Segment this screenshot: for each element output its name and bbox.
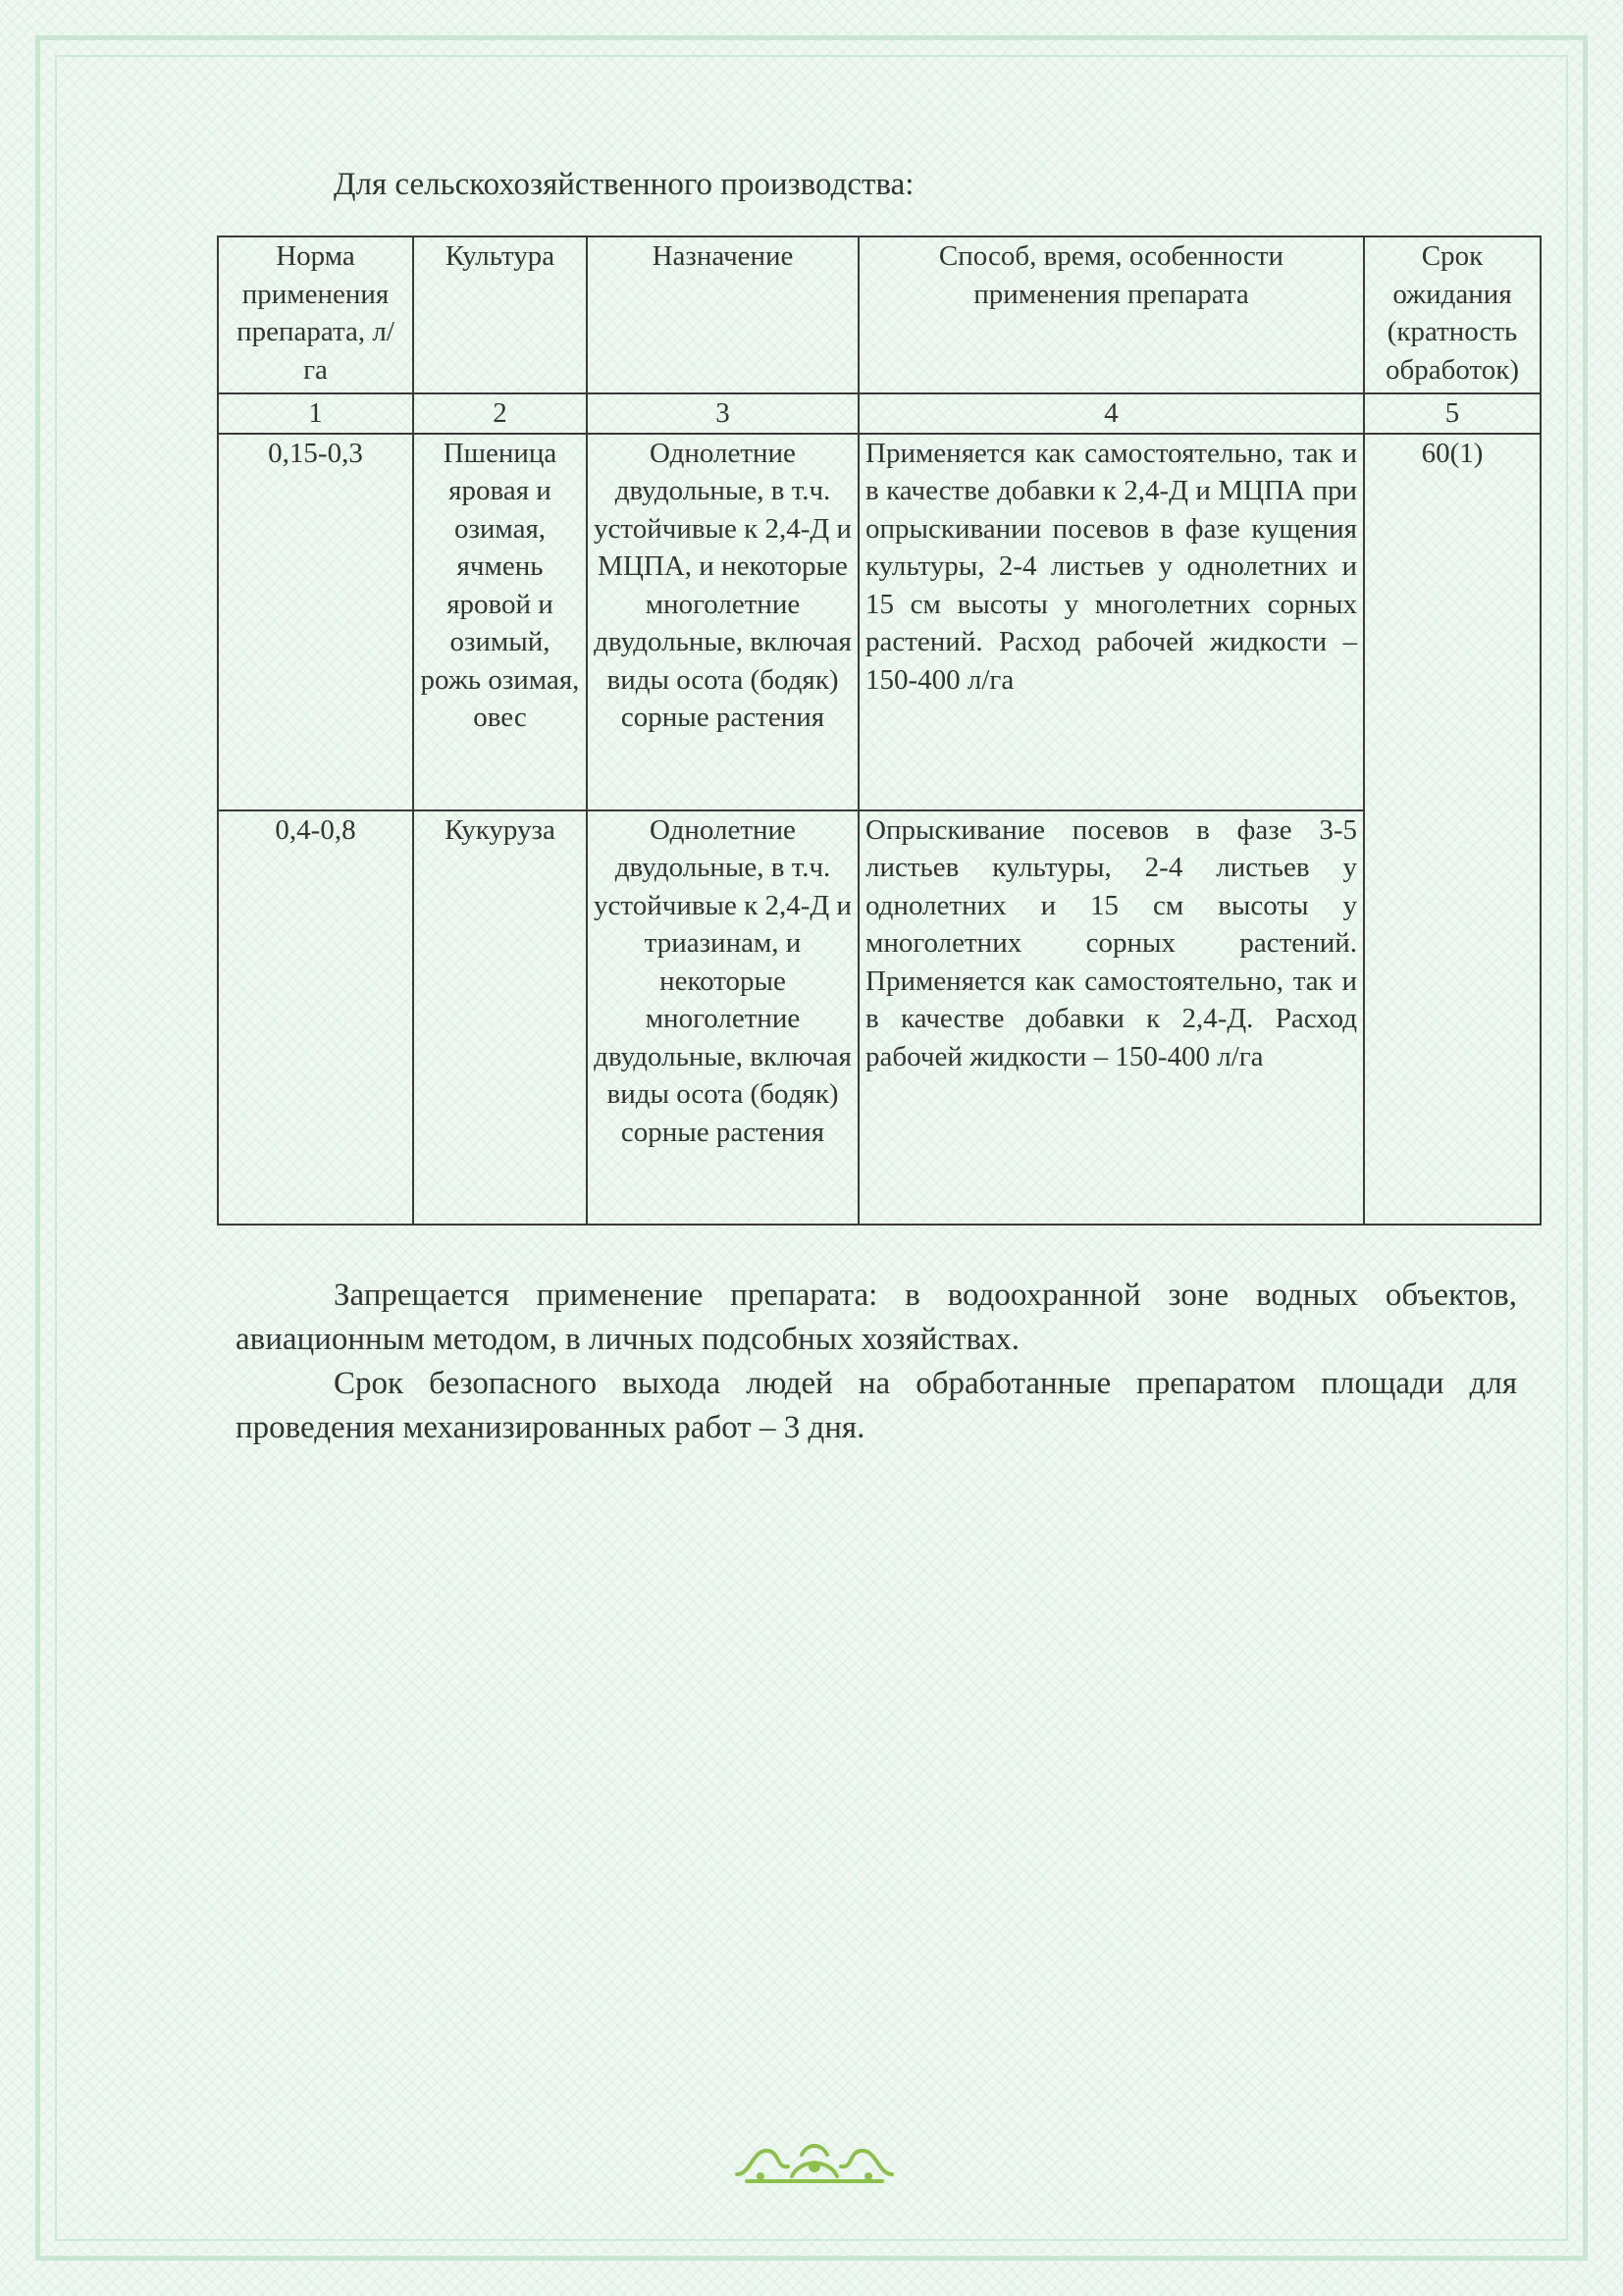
table-row	[218, 810, 1541, 1225]
purpose-cell: Однолетние двудольные, в т.ч. устойчивые к 2,4-Д и МЦПА, и некоторые многолетние двудольные, включая виды осота (бодяк) сорные растения	[587, 434, 859, 810]
crop-cell: Пшеница яровая и озимая, ячмень яровой и озимый, рожь озимая, овес	[413, 434, 587, 810]
column-number-row	[218, 393, 1541, 434]
purpose-cell: Однолетние двудольные, в т.ч. устойчивые к 2,4-Д и триазинам, и некоторые многолетние двудольные, включая виды осота (бодяк) сорные растения	[587, 810, 859, 1225]
application-table	[217, 235, 1542, 1226]
header-rate: Норма применения препарата, л/га	[218, 236, 413, 393]
header-purpose: Назначение	[587, 236, 859, 393]
method-cell: Применяется как самостоятельно, так и в качестве добавки к 2,4-Д и МЦПА при опрыскивании посевов в фазе кущения культуры, 2-4 листьев у однолетних и 15 см высоты у многолетних сорных растений. Расход рабочей жидкости – 150-400 л/га	[859, 434, 1364, 810]
rate-cell: 0,4-0,8	[218, 810, 413, 1225]
table-header-row	[218, 236, 1541, 393]
notes	[236, 1274, 1517, 1450]
section-heading: Для сельскохозяйственного производства:	[334, 167, 915, 202]
column-number: 2	[413, 393, 587, 434]
header-crop: Культура	[413, 236, 587, 393]
safe-reentry-paragraph: Срок безопасного выхода людей на обработанные препаратом площади для проведения механизированных работ – 3 дня.	[236, 1366, 1517, 1445]
restriction-paragraph: Запрещается применение препарата: в водоохранной зоне водных объектов, авиационным методом, в личных подсобных хозяйствах.	[236, 1278, 1517, 1357]
decorative-ornament-icon	[731, 2137, 898, 2186]
header-method: Способ, время, особенности применения препарата	[859, 236, 1364, 393]
waiting-period-cell: 60(1)	[1364, 434, 1541, 1225]
method-cell: Опрыскивание посевов в фазе 3-5 листьев культуры, 2-4 листьев у однолетних и 15 см высоты у многолетних сорных растений. Применяется как самостоятельно, так и в качестве добавки к 2,4-Д. Расход рабочей жидкости – 150-400 л/га	[859, 810, 1364, 1225]
column-number: 3	[587, 393, 859, 434]
rate-cell: 0,15-0,3	[218, 434, 413, 810]
column-number: 1	[218, 393, 413, 434]
crop-cell: Кукуруза	[413, 810, 587, 1225]
header-waiting-period: Срок ожидания (кратность обработок)	[1364, 236, 1541, 393]
column-number: 5	[1364, 393, 1541, 434]
column-number: 4	[859, 393, 1364, 434]
table-row	[218, 434, 1541, 810]
